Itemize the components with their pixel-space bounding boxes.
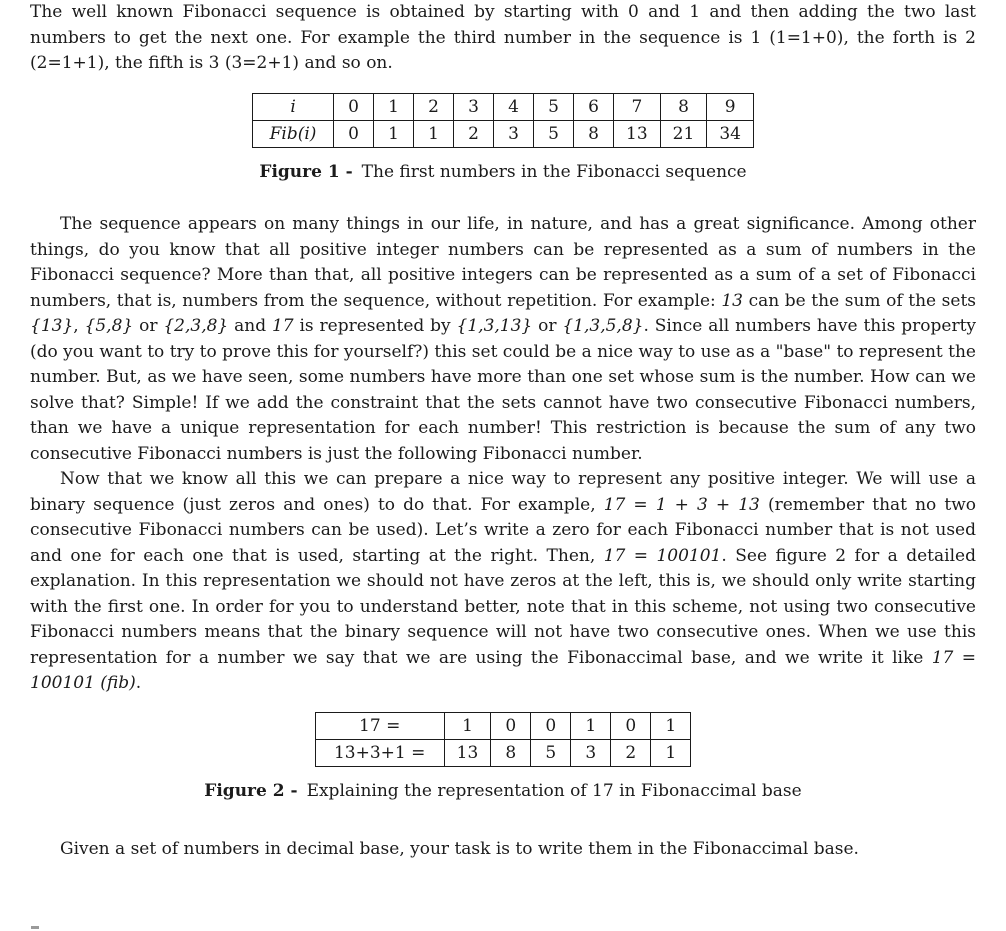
text-run: . Since all numbers have this property (do you want to try to prove this for yourself?) this set could be a nice way to use as a "base" to represent the number. But, as we have seen, some numbers have more than one set whose sum is the number. How can we solve that? Simple! If we add the constraint that the sets cannot have two consecutive Fibonacci numbers, than we have a unique representation for each number! This restriction is because the sum of any two consecutive Fibonacci numbers is just the following Fibonacci number. [30,316,977,464]
table-cell: 0 [334,93,374,120]
table-row [253,93,754,120]
text-run: and [228,316,272,336]
table-row [315,739,691,766]
task-paragraph: Given a set of numbers in decimal base, your task is to write them in the Fibonaccimal base. [60,839,859,859]
math-emphasis-run: 17 = 100101 (fib) [30,647,976,693]
text-run: or [133,316,164,336]
text-run: Now that we know all this we can prepare a nice way to represent any positive integer. We will use a binary sequence (just zeros and ones) to do that. For example, [30,469,976,515]
table-cell: 0 [531,712,571,739]
table-cell: 6 [574,93,614,120]
table-cell: 8 [660,93,707,120]
table-cell: 17 = [315,712,444,739]
table-cell: 3 [454,93,494,120]
table-cell: 2 [454,120,494,147]
table-cell: 21 [660,120,707,147]
table-cell: Fib(i) [253,120,334,147]
text-run: is represented by [293,316,457,336]
table-cell: 2 [414,93,454,120]
table-cell: 13 [614,120,661,147]
table-cell: 34 [707,120,754,147]
table-cell: 1 [414,120,454,147]
representation-of-17-table [315,712,692,767]
table-cell: 5 [534,120,574,147]
paragraph-sum-of-fibonacci [30,212,976,467]
math-emphasis-run: {2,3,8} [163,316,229,336]
figure2-caption-text: Explaining the representation of 17 in Fibonaccimal base [306,780,802,801]
table-cell: 1 [444,712,491,739]
table-cell: 1 [374,93,414,120]
table-cell: 1 [571,712,611,739]
table-cell: 8 [491,739,531,766]
table-cell: 1 [374,120,414,147]
table-cell: 8 [574,120,614,147]
table-cell: 3 [494,120,534,147]
table-cell: 2 [611,739,651,766]
math-emphasis-run: {5,8} [84,316,134,336]
table-cell: 3 [571,739,611,766]
math-emphasis-run: 17 [271,316,294,336]
table-cell: 1 [651,712,691,739]
figure2-caption [30,779,976,805]
math-emphasis-run: {1,3,5,8} [562,316,644,336]
paragraph-fibonaccimal-base [30,467,976,697]
figure2-caption-label: Figure 2 - [204,780,298,801]
text-run: can be the sum of the sets [742,290,977,311]
table-cell: 5 [531,739,571,766]
text-run: . [135,673,142,693]
math-emphasis-run: {1,3,13} [456,316,533,336]
intro-paragraph: The well known Fibonacci sequence is obtained by starting with 0 and 1 and then adding the two last numbers to get the next one. For example the third number in the sequence is 1 (1=1+0), the forth is 2 (2=1+1), the fifth is 3 (3=2+1) and so on. [30,2,976,73]
table-row [253,120,754,147]
table-cell: i [253,93,334,120]
table-cell: 7 [614,93,661,120]
text-run: . See figure 2 for a detailed explanation. In this representation we should not have zeros at the left, this is, we should only write starting with the first one. In order for you to understand better, note that in this scheme, not using two consecutive Fibonacci numbers means that the binary sequence will not have two consecutive ones. When we use this representation for a number we say that we are using the Fibonaccimal base, and we write it like [30,545,976,668]
math-emphasis-run: {13} [30,316,74,336]
figure1-caption [30,160,976,186]
math-emphasis-run: 17 = 1 + 3 + 13 [603,494,760,515]
table-cell: 13+3+1 = [315,739,444,766]
table-row [315,712,691,739]
text-run: (remember that no two consecutive Fibonacci numbers can be used). Let’s write a zero for each Fibonacci number that is not used and one for each one that is used, starting at the right. Then, [30,494,976,566]
math-emphasis-run: 17 = 100101 [603,545,722,566]
text-run: , [73,316,85,336]
text-run: The sequence appears on many things in our life, in nature, and has a great significance. Among other things, do you know that all positive integer numbers can be represented as a sum of numbers in the Fibonacci sequence? More than that, all positive integers can be represented as a sum of a set of Fibonacci numbers, that is, numbers from the sequence, without repetition. For example: [30,214,976,311]
table-cell: 0 [491,712,531,739]
table-cell: 0 [611,712,651,739]
fibonacci-sequence-table [252,93,754,148]
table-cell: 9 [707,93,754,120]
text-run: or [532,316,563,336]
math-emphasis-run: 13 [721,290,743,311]
figure1-caption-text: The first numbers in the Fibonacci sequence [361,161,747,182]
table-cell: 1 [651,739,691,766]
table-cell: 4 [494,93,534,120]
table-cell: 0 [334,120,374,147]
figure1-caption-label: Figure 1 - [259,161,353,182]
table-cell: 13 [444,739,491,766]
next-section-cutoff [31,926,39,929]
table-cell: 5 [534,93,574,120]
